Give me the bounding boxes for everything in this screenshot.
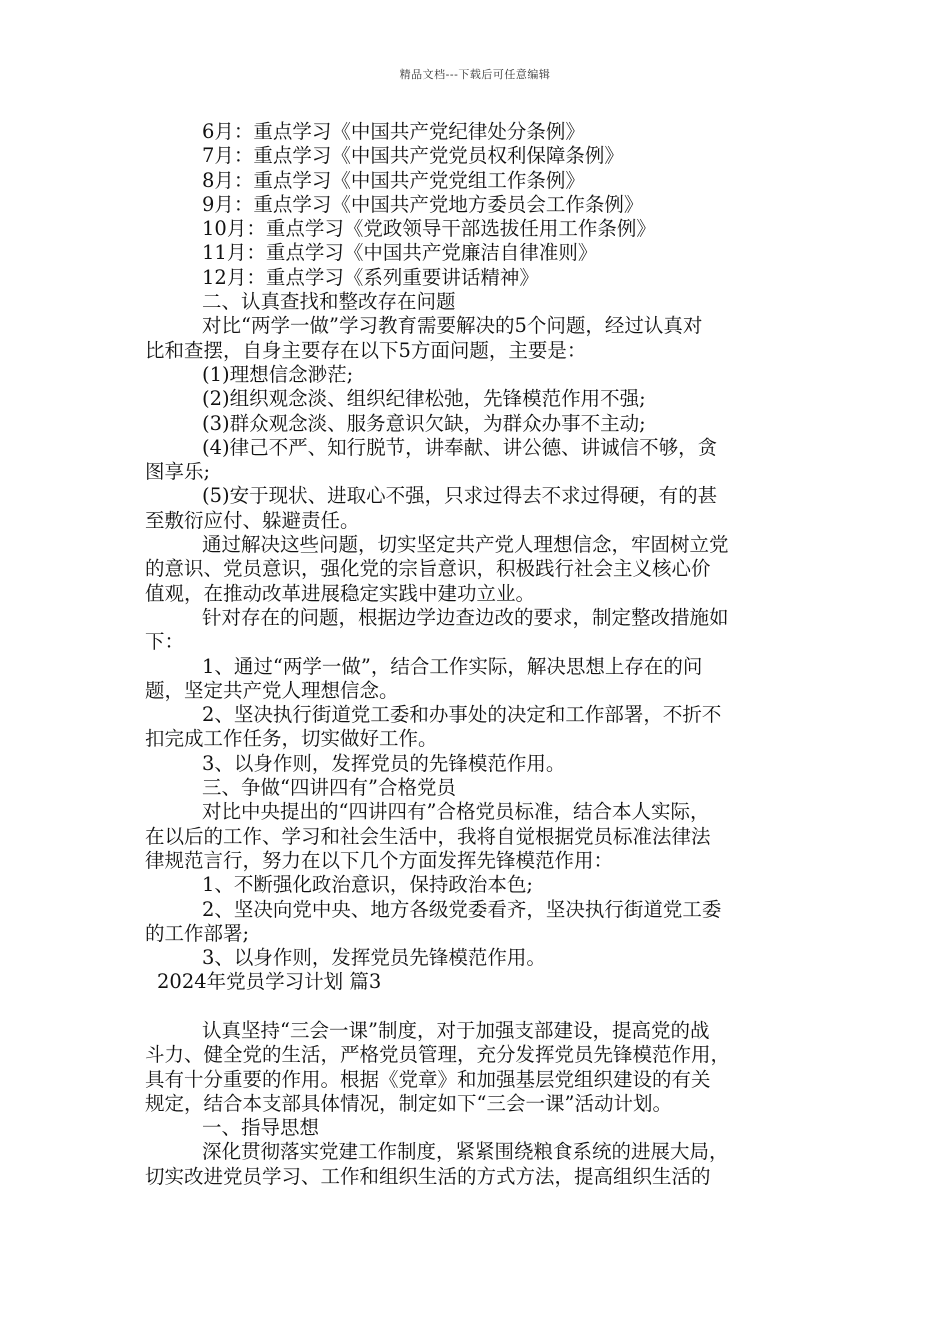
text-line: 11月：重点学习《中国共产党廉洁自律准则》: [202, 241, 598, 265]
text-line: 的工作部署;: [145, 921, 250, 945]
page-header: 精品文档---下载后可任意编辑: [399, 68, 551, 81]
text-line: 扣完成工作任务，切实做好工作。: [145, 727, 438, 751]
text-line: 下：: [145, 630, 185, 654]
text-line: 规定，结合本支部具体情况，制定如下“三会一课”活动计划。: [145, 1091, 672, 1115]
text-line: 3、以身作则，发挥党员先锋模范作用。: [202, 946, 546, 970]
text-line: 切实改进党员学习、工作和组织生活的方式方法，提高组织生活的: [145, 1164, 711, 1188]
text-line: [145, 995, 815, 1019]
text-line: 2、坚决执行街道党工委和办事处的决定和工作部署，不折不: [202, 703, 722, 727]
text-line: 对比“两学一做”学习教育需要解决的5个问题，经过认真对: [202, 314, 703, 338]
text-line: 针对存在的问题，根据边学边查边改的要求，制定整改措施如: [202, 605, 729, 629]
text-line: (3)群众观念淡、服务意识欠缺，为群众办事不主动;: [202, 411, 646, 435]
text-line: 斗力、健全党的生活，严格党员管理，充分发挥党员先锋模范作用，: [145, 1043, 731, 1067]
text-line: 通过解决这些问题，切实坚定共产党人理想信念，牢固树立党: [202, 533, 729, 557]
text-line: 3、以身作则，发挥党员的先锋模范作用。: [202, 751, 566, 775]
text-line: (5)安于现状、进取心不强，只求过得去不求过得硬，有的甚: [202, 484, 718, 508]
text-line: 题，坚定共产党人理想信念。: [145, 678, 399, 702]
text-line: 二、认真查找和整改存在问题: [202, 290, 456, 314]
text-line: (4)律己不严、知行脱节，讲奉献、讲公德、讲诚信不够，贪: [202, 435, 718, 459]
text-line: 对比中央提出的“四讲四有”合格党员标准，结合本人实际，: [202, 800, 710, 824]
text-line: 6月：重点学习《中国共产党纪律处分条例》: [202, 120, 585, 143]
text-line: 深化贯彻落实党建工作制度，紧紧围绕粮食系统的进展大局，: [202, 1140, 729, 1164]
text-line: 一、指导思想: [202, 1116, 320, 1140]
text-line: 的意识、党员意识，强化党的宗旨意识，积极践行社会主义核心价: [145, 557, 711, 581]
text-line: 9月：重点学习《中国共产党地方委员会工作条例》: [202, 192, 644, 216]
text-line: 三、争做“四讲四有”合格党员: [202, 776, 456, 800]
document-body: [145, 120, 815, 1189]
text-line: 在以后的工作、学习和社会生活中，我将自觉根据党员标准法律法: [145, 824, 711, 848]
text-line: 10月：重点学习《党政领导干部选拔任用工作条例》: [202, 217, 656, 241]
text-line: 具有十分重要的作用。根据《党章》和加强基层党组织建设的有关: [145, 1067, 711, 1091]
text-line: 值观，在推动改革进展稳定实践中建功立业。: [145, 581, 536, 605]
text-line: 1、不断强化政治意识，保持政治本色;: [202, 873, 533, 897]
text-line: 至敷衍应付、躲避责任。: [145, 508, 360, 532]
text-line: 7月：重点学习《中国共产党党员权利保障条例》: [202, 144, 624, 168]
text-line: 律规范言行，努力在以下几个方面发挥先锋模范作用：: [145, 848, 614, 872]
text-line: 2、坚决向党中央、地方各级党委看齐，坚决执行街道党工委: [202, 897, 722, 921]
text-line: 8月：重点学习《中国共产党党组工作条例》: [202, 168, 585, 192]
text-line: 1、通过“两学一做”，结合工作实际，解决思想上存在的问: [202, 654, 703, 678]
text-line: 认真坚持“三会一课”制度，对于加强支部建设，提高党的战: [202, 1018, 710, 1042]
text-line: 2024年党员学习计划 篇3: [157, 970, 382, 994]
text-line: (2)组织观念淡、组织纪律松弛，先锋模范作用不强;: [202, 387, 646, 411]
text-line: (1)理想信念渺茫;: [202, 362, 354, 386]
text-line: 12月：重点学习《系列重要讲话精神》: [202, 265, 539, 289]
text-line: 比和查摆，自身主要存在以下5方面问题，主要是：: [145, 338, 587, 362]
text-line: 图享乐;: [145, 460, 211, 484]
